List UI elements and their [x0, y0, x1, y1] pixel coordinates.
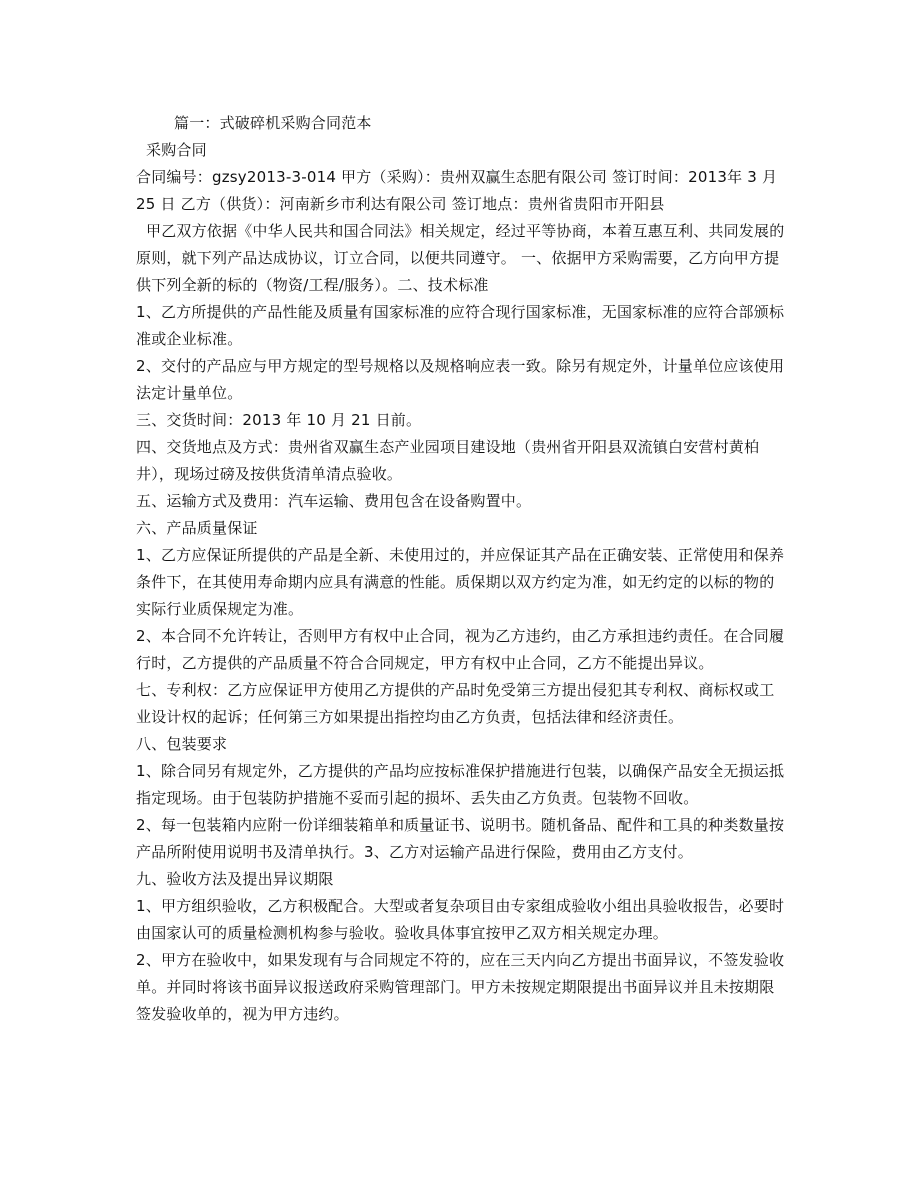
section-heading: 九、验收方法及提出异议期限	[136, 870, 334, 888]
paragraph: 2、本合同不允许转让，否则甲方有权中止合同，视为乙方违约，由乙方承担违约责任。在合同履行时，乙方提供的产品质量不符合合同规定，甲方有权中止合同，乙方不能提出异议。	[136, 627, 785, 672]
paragraph: 五、运输方式及费用：汽车运输、费用包含在设备购置中。	[136, 492, 532, 510]
contract-header-info: 合同编号：gzsy2013-3-014 甲方（采购）：贵州双赢生态肥有限公司 签订时间：2013年 3 月 25 日 乙方（供货）：河南新乡市利达有限公司 签订地点：贵州省贵阳市开阳县	[136, 168, 778, 213]
document-page	[136, 110, 786, 1028]
document-title: 篇一：式破碎机采购合同范本	[174, 114, 372, 132]
contract-intro: 甲乙双方依据《中华人民共和国合同法》相关规定，经过平等协商，本着互惠互利、共同发展的原则，就下列产品达成协议，订立合同，以便共同遵守。 一、依据甲方采购需要，乙方向甲方提供下列全新的标的（物资/工程/服务）。二、技术标准	[136, 222, 785, 294]
paragraph: 1、乙方所提供的产品性能及质量有国家标准的应符合现行国家标准，无国家标准的应符合部颁标准或企业标准。	[136, 303, 785, 348]
section-heading: 八、包装要求	[136, 735, 228, 753]
paragraph: 四、交货地点及方式：贵州省双赢生态产业园项目建设地（贵州省开阳县双流镇白安营村黄柏井），现场过磅及按供货清单清点验收。	[136, 438, 760, 483]
paragraph: 1、乙方应保证所提供的产品是全新、未使用过的，并应保证其产品在正确安装、正常使用和保养条件下，在其使用寿命期内应具有满意的性能。质保期以双方约定为准，如无约定的以标的物的实际行业质保规定为准。	[136, 546, 785, 618]
document-subtitle: 采购合同	[146, 141, 207, 159]
section-heading: 六、产品质量保证	[136, 519, 258, 537]
paragraph: 2、甲方在验收中，如果发现有与合同规定不符的，应在三天内向乙方提出书面异议，不签发验收单。并同时将该书面异议报送政府采购管理部门。甲方未按规定期限提出书面异议并且未按期限签发验收单的，视为甲方违约。	[136, 951, 785, 1023]
paragraph: 三、交货时间：2013 年 10 月 21 日前。	[136, 411, 422, 429]
paragraph: 2、每一包装箱内应附一份详细装箱单和质量证书、说明书。随机备品、配件和工具的种类数量按产品所附使用说明书及清单执行。3、乙方对运输产品进行保险，费用由乙方支付。	[136, 816, 785, 861]
paragraph: 七、专利权：乙方应保证甲方使用乙方提供的产品时免受第三方提出侵犯其专利权、商标权或工业设计权的起诉；任何第三方如果提出指控均由乙方负责，包括法律和经济责任。	[136, 681, 775, 726]
paragraph: 1、除合同另有规定外，乙方提供的产品均应按标准保护措施进行包装，以确保产品安全无损运抵指定现场。由于包装防护措施不妥而引起的损坏、丢失由乙方负责。包装物不回收。	[136, 762, 785, 807]
paragraph: 1、甲方组织验收，乙方积极配合。大型或者复杂项目由专家组成验收小组出具验收报告，必要时由国家认可的质量检测机构参与验收。验收具体事宜按甲乙双方相关规定办理。	[136, 897, 785, 942]
paragraph: 2、交付的产品应与甲方规定的型号规格以及规格响应表一致。除另有规定外，计量单位应该使用法定计量单位。	[136, 357, 785, 402]
